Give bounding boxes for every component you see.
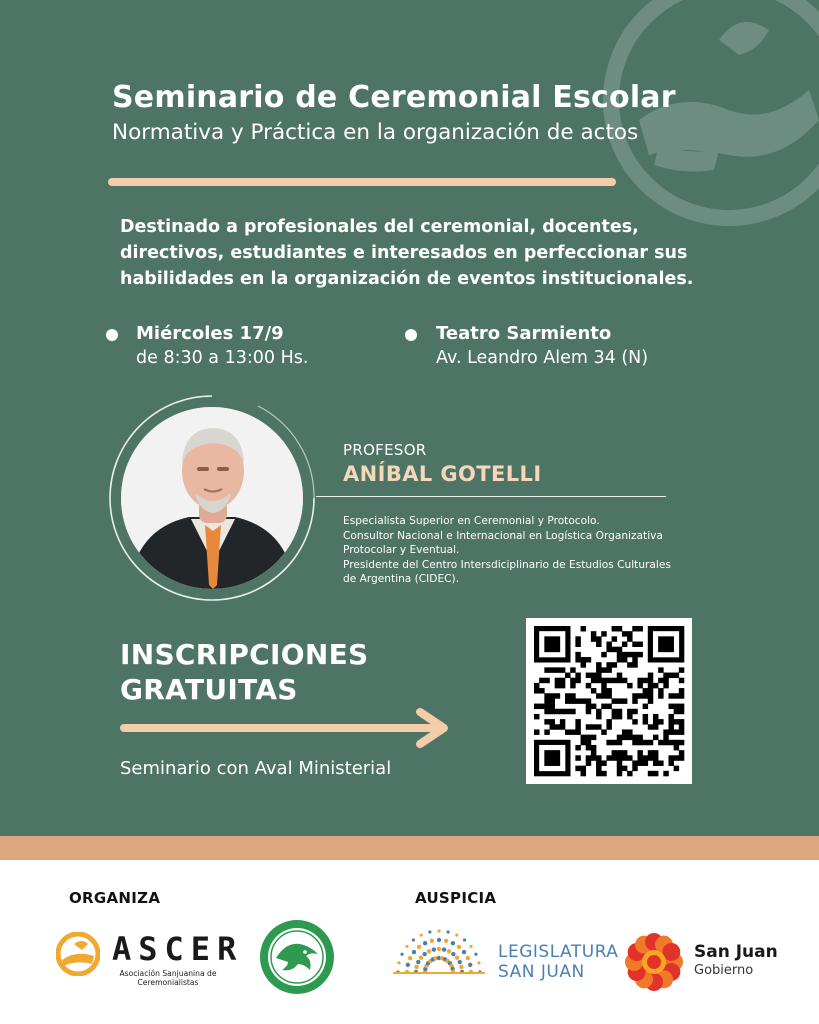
registration-qr[interactable] bbox=[526, 618, 692, 784]
speaker-divider bbox=[316, 496, 666, 497]
bio-line: Protocolar y Eventual. bbox=[343, 544, 460, 557]
registration-heading bbox=[120, 637, 368, 707]
ascer-logo-icon bbox=[56, 932, 100, 976]
ministerial-endorsement: Seminario con Aval Ministerial bbox=[120, 758, 392, 779]
description bbox=[120, 214, 720, 292]
legislatura-wordmark bbox=[498, 942, 618, 982]
description-line: habilidades en la organización de eventos institucionales. bbox=[120, 269, 694, 289]
speaker-role: PROFESOR bbox=[343, 441, 427, 459]
speaker-photo bbox=[121, 407, 303, 589]
bio-line: Consultor Nacional e Internacional en Logística Organizativa bbox=[343, 529, 663, 542]
event-venue: Teatro Sarmiento bbox=[436, 323, 612, 344]
divider bbox=[108, 178, 616, 186]
legislatura-line: LEGISLATURA bbox=[498, 942, 619, 962]
bio-line: de Argentina (CIDEC). bbox=[343, 573, 460, 586]
speaker-bio bbox=[343, 514, 683, 587]
qr-code-icon bbox=[526, 618, 692, 784]
legislatura-line: SAN JUAN bbox=[498, 962, 585, 982]
cidec-seal-icon bbox=[258, 918, 336, 996]
san-juan-wordmark: San Juan bbox=[694, 942, 778, 962]
dot-icon bbox=[405, 329, 417, 341]
organiza-label: ORGANIZA bbox=[69, 889, 161, 907]
description-line: Destinado a profesionales del ceremonial, docentes, bbox=[120, 217, 639, 237]
san-juan-subtitle: Gobierno bbox=[694, 963, 754, 978]
event-address: Av. Leandro Alem 34 (N) bbox=[436, 348, 649, 368]
footer-band bbox=[0, 836, 819, 860]
ascer-wordmark: ASCER bbox=[112, 930, 244, 968]
speaker-name: ANÍBAL GOTELLI bbox=[343, 462, 542, 486]
registration-line: INSCRIPCIONES bbox=[120, 638, 369, 671]
page-title: Seminario de Ceremonial Escolar bbox=[112, 80, 676, 115]
event-date: Miércoles 17/9 bbox=[136, 323, 284, 344]
speaker-portrait-icon bbox=[121, 407, 303, 589]
event-time: de 8:30 a 13:00 Hs. bbox=[136, 348, 309, 368]
ascer-fullname: Asociación Sanjuanina de Ceremonialistas bbox=[119, 969, 217, 987]
auspicia-label: AUSPICIA bbox=[415, 889, 497, 907]
bio-line: Presidente del Centro Intersdiciplinario de Estudios Culturales bbox=[343, 558, 671, 571]
watermark-handshake-icon bbox=[599, 0, 819, 230]
san-juan-flower-icon bbox=[622, 930, 686, 994]
arrow-right-icon bbox=[118, 708, 454, 748]
legislatura-logo-icon bbox=[389, 922, 489, 980]
registration-line: GRATUITAS bbox=[120, 673, 298, 706]
dot-icon bbox=[106, 329, 118, 341]
bio-line: Especialista Superior en Ceremonial y Protocolo. bbox=[343, 515, 600, 527]
description-line: directivos, estudiantes e interesados en perfeccionar sus bbox=[120, 243, 688, 263]
page-subtitle: Normativa y Práctica en la organización de actos bbox=[112, 120, 639, 145]
